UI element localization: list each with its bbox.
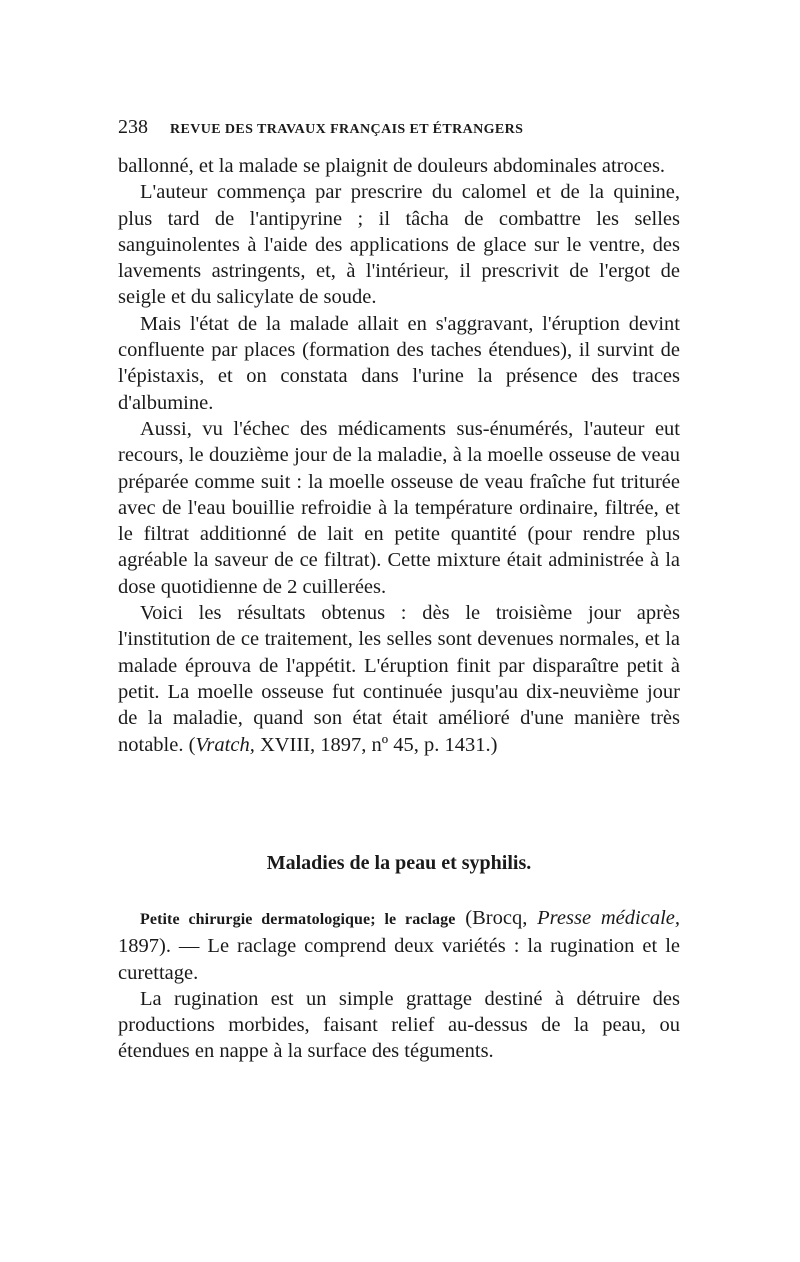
- paragraph-aggravation: Mais l'état de la malade allait en s'aggravant, l'éruption devint confluente par places (formation des taches étendues), il survint de l'épistaxis, et on constata dans l'urine la présence des traces d'albumine.: [118, 312, 680, 414]
- article-journal: Presse médicale,: [537, 907, 680, 929]
- article-body: [118, 153, 680, 758]
- paragraph-continuation: ballonné, et la malade se plaignit de douleurs abdominales atroces.: [118, 155, 666, 177]
- paragraph-bone-marrow: Aussi, vu l'échec des médicaments sus-énumérés, l'auteur eut recours, le douzième jour de la maladie, à la moelle osseuse de veau préparée comme suit : la moelle osseuse de veau fraîche fut triturée avec de l'eau bouillie refroidie à la température ordinaire, filtrée, et le filtrat additionné de lait en petite quantité (pour rendre plus agréable la saveur de ce filtrat). Cette mixture était administrée à la dose quotidienne de 2 cuillerées.: [118, 417, 680, 598]
- article-author: (Brocq,: [455, 907, 538, 929]
- running-head: REVUE DES TRAVAUX FRANÇAIS ET ÉTRANGERS: [170, 122, 524, 137]
- section-body: [118, 905, 680, 1065]
- page-number: 238: [118, 116, 148, 138]
- results-text: Voici les résultats obtenus : dès le troisième jour après l'institution de ce traitement, les selles sont devenues normales, et la malade éprouva de l'appétit. L'éruption finit par disparaître petit à petit. La moelle osseuse fut continuée jusqu'au dix-neuvième jour de la maladie, quand son état était amélioré d'une manière très notable. (: [118, 602, 680, 756]
- article-intro: 1897). — Le raclage comprend deux variétés : la rugination et le curettage.: [118, 935, 680, 984]
- section-title: Maladies de la peau et syphilis.: [266, 852, 532, 874]
- citation-reference: XVIII, 1897, nº 45, p. 1431.): [254, 733, 498, 756]
- paragraph-treatment: L'auteur commença par prescrire du calomel et de la quinine, plus tard de l'antipyrine ; il tâcha de combattre les selles sanguinolentes à l'aide des applications de glace sur le ventre, des lavements astringents, et, à l'intérieur, il prescrivit de l'ergot de seigle et du salicylate de soude.: [118, 181, 680, 309]
- paragraph-rugination: La rugination est un simple grattage destiné à détruire des productions morbides, faisant relief au-dessus de la peau, ou étendues en nappe à la surface des téguments.: [118, 987, 680, 1063]
- page-header: [118, 116, 680, 139]
- paragraph-results: [118, 600, 680, 758]
- citation-journal: Vratch,: [195, 733, 255, 756]
- paragraph-raclage: [118, 905, 680, 986]
- article-lead-title: Petite chirurgie dermatologique; le raclage: [140, 911, 456, 928]
